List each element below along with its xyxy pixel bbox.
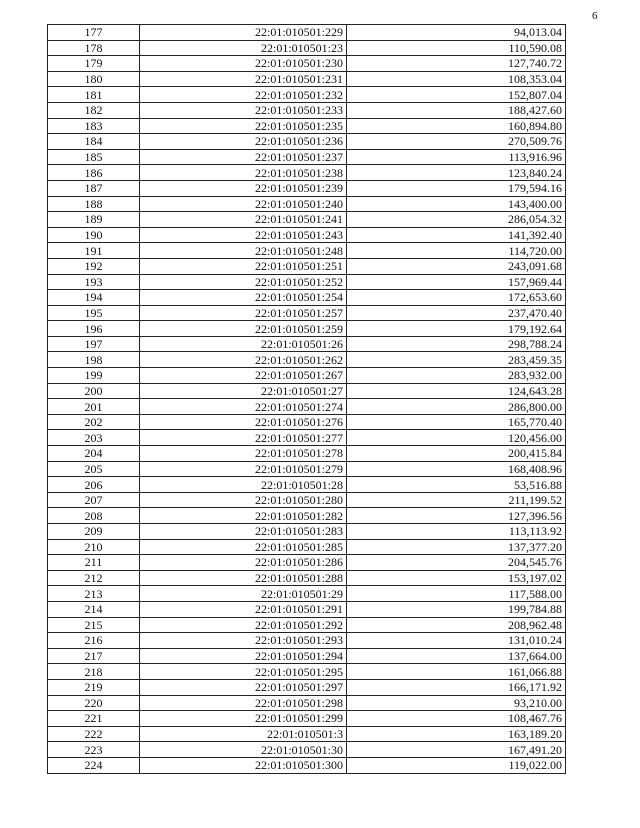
cadastral-number-cell: 22:01:010501:285 bbox=[140, 539, 347, 555]
cadastral-number-cell: 22:01:010501:235 bbox=[140, 118, 347, 134]
value-cell: 131,010.24 bbox=[347, 633, 566, 649]
row-number-cell: 208 bbox=[48, 508, 140, 524]
cadastral-number-cell: 22:01:010501:243 bbox=[140, 227, 347, 243]
value-cell: 243,091.68 bbox=[347, 258, 566, 274]
value-cell: 113,916.96 bbox=[347, 149, 566, 165]
table-row bbox=[48, 601, 566, 617]
table-row bbox=[48, 414, 566, 430]
value-cell: 114,720.00 bbox=[347, 243, 566, 259]
table-row bbox=[48, 742, 566, 758]
row-number-cell: 192 bbox=[48, 258, 140, 274]
cadastral-number-cell: 22:01:010501:254 bbox=[140, 290, 347, 306]
table-row bbox=[48, 477, 566, 493]
row-number-cell: 193 bbox=[48, 274, 140, 290]
table-row bbox=[48, 180, 566, 196]
row-number-cell: 178 bbox=[48, 40, 140, 56]
value-cell: 163,189.20 bbox=[347, 726, 566, 742]
cadastral-number-cell: 22:01:010501:232 bbox=[140, 87, 347, 103]
value-cell: 160,894.80 bbox=[347, 118, 566, 134]
table-row bbox=[48, 695, 566, 711]
cadastral-number-cell: 22:01:010501:240 bbox=[140, 196, 347, 212]
row-number-cell: 209 bbox=[48, 524, 140, 540]
table-row bbox=[48, 399, 566, 415]
table-row bbox=[48, 274, 566, 290]
cadastral-number-cell: 22:01:010501:267 bbox=[140, 368, 347, 384]
cadastral-number-cell: 22:01:010501:280 bbox=[140, 492, 347, 508]
value-cell: 127,740.72 bbox=[347, 56, 566, 72]
cadastral-number-cell: 22:01:010501:279 bbox=[140, 461, 347, 477]
table-row bbox=[48, 648, 566, 664]
value-cell: 172,653.60 bbox=[347, 290, 566, 306]
cadastral-number-cell: 22:01:010501:288 bbox=[140, 570, 347, 586]
value-cell: 286,054.32 bbox=[347, 212, 566, 228]
cadastral-number-cell: 22:01:010501:262 bbox=[140, 352, 347, 368]
cadastral-number-cell: 22:01:010501:276 bbox=[140, 414, 347, 430]
cadastral-number-cell: 22:01:010501:229 bbox=[140, 25, 347, 41]
cadastral-number-cell: 22:01:010501:294 bbox=[140, 648, 347, 664]
cadastral-number-cell: 22:01:010501:233 bbox=[140, 102, 347, 118]
value-cell: 143,400.00 bbox=[347, 196, 566, 212]
row-number-cell: 214 bbox=[48, 601, 140, 617]
cadastral-number-cell: 22:01:010501:248 bbox=[140, 243, 347, 259]
table-row bbox=[48, 290, 566, 306]
table-row bbox=[48, 508, 566, 524]
value-cell: 161,066.88 bbox=[347, 664, 566, 680]
value-cell: 298,788.24 bbox=[347, 336, 566, 352]
value-cell: 108,467.76 bbox=[347, 711, 566, 727]
value-cell: 188,427.60 bbox=[347, 102, 566, 118]
table-row bbox=[48, 25, 566, 41]
table-row bbox=[48, 492, 566, 508]
row-number-cell: 186 bbox=[48, 165, 140, 181]
row-number-cell: 201 bbox=[48, 399, 140, 415]
cadastral-number-cell: 22:01:010501:30 bbox=[140, 742, 347, 758]
table-row bbox=[48, 524, 566, 540]
table-row bbox=[48, 383, 566, 399]
row-number-cell: 194 bbox=[48, 290, 140, 306]
table-row bbox=[48, 102, 566, 118]
cadastral-number-cell: 22:01:010501:23 bbox=[140, 40, 347, 56]
cadastral-number-cell: 22:01:010501:28 bbox=[140, 477, 347, 493]
value-cell: 113,113.92 bbox=[347, 524, 566, 540]
table-row bbox=[48, 258, 566, 274]
table-row bbox=[48, 726, 566, 742]
table-row bbox=[48, 336, 566, 352]
value-cell: 108,353.04 bbox=[347, 71, 566, 87]
row-number-cell: 222 bbox=[48, 726, 140, 742]
table-row bbox=[48, 212, 566, 228]
row-number-cell: 219 bbox=[48, 679, 140, 695]
value-cell: 179,192.64 bbox=[347, 321, 566, 337]
cadastral-number-cell: 22:01:010501:27 bbox=[140, 383, 347, 399]
table-row bbox=[48, 243, 566, 259]
table-row bbox=[48, 87, 566, 103]
cadastral-number-cell: 22:01:010501:291 bbox=[140, 601, 347, 617]
value-cell: 119,022.00 bbox=[347, 757, 566, 773]
cadastral-number-cell: 22:01:010501:274 bbox=[140, 399, 347, 415]
row-number-cell: 185 bbox=[48, 149, 140, 165]
table-row bbox=[48, 555, 566, 571]
row-number-cell: 189 bbox=[48, 212, 140, 228]
cadastral-number-cell: 22:01:010501:257 bbox=[140, 305, 347, 321]
value-cell: 208,962.48 bbox=[347, 617, 566, 633]
cadastral-number-cell: 22:01:010501:231 bbox=[140, 71, 347, 87]
table-row bbox=[48, 196, 566, 212]
row-number-cell: 211 bbox=[48, 555, 140, 571]
value-cell: 137,377.20 bbox=[347, 539, 566, 555]
value-cell: 124,643.28 bbox=[347, 383, 566, 399]
row-number-cell: 196 bbox=[48, 321, 140, 337]
value-cell: 204,545.76 bbox=[347, 555, 566, 571]
row-number-cell: 180 bbox=[48, 71, 140, 87]
cadastral-number-cell: 22:01:010501:278 bbox=[140, 446, 347, 462]
page-number: 6 bbox=[592, 10, 598, 22]
row-number-cell: 223 bbox=[48, 742, 140, 758]
row-number-cell: 210 bbox=[48, 539, 140, 555]
table-row bbox=[48, 227, 566, 243]
value-cell: 179,594.16 bbox=[347, 180, 566, 196]
cadastral-number-cell: 22:01:010501:297 bbox=[140, 679, 347, 695]
cadastral-number-cell: 22:01:010501:236 bbox=[140, 134, 347, 150]
row-number-cell: 177 bbox=[48, 25, 140, 41]
row-number-cell: 213 bbox=[48, 586, 140, 602]
table-row bbox=[48, 149, 566, 165]
cadastral-number-cell: 22:01:010501:238 bbox=[140, 165, 347, 181]
row-number-cell: 203 bbox=[48, 430, 140, 446]
cadastral-value-table bbox=[47, 24, 566, 774]
value-cell: 137,664.00 bbox=[347, 648, 566, 664]
cadastral-number-cell: 22:01:010501:277 bbox=[140, 430, 347, 446]
value-cell: 283,932.00 bbox=[347, 368, 566, 384]
row-number-cell: 199 bbox=[48, 368, 140, 384]
cadastral-number-cell: 22:01:010501:237 bbox=[140, 149, 347, 165]
cadastral-number-cell: 22:01:010501:239 bbox=[140, 180, 347, 196]
cadastral-number-cell: 22:01:010501:286 bbox=[140, 555, 347, 571]
cadastral-number-cell: 22:01:010501:298 bbox=[140, 695, 347, 711]
row-number-cell: 195 bbox=[48, 305, 140, 321]
cadastral-number-cell: 22:01:010501:299 bbox=[140, 711, 347, 727]
row-number-cell: 191 bbox=[48, 243, 140, 259]
cadastral-number-cell: 22:01:010501:29 bbox=[140, 586, 347, 602]
row-number-cell: 217 bbox=[48, 648, 140, 664]
row-number-cell: 205 bbox=[48, 461, 140, 477]
value-cell: 166,171.92 bbox=[347, 679, 566, 695]
table-row bbox=[48, 430, 566, 446]
table-row bbox=[48, 71, 566, 87]
value-cell: 211,199.52 bbox=[347, 492, 566, 508]
row-number-cell: 207 bbox=[48, 492, 140, 508]
row-number-cell: 224 bbox=[48, 757, 140, 773]
cadastral-number-cell: 22:01:010501:300 bbox=[140, 757, 347, 773]
cadastral-number-cell: 22:01:010501:251 bbox=[140, 258, 347, 274]
value-cell: 123,840.24 bbox=[347, 165, 566, 181]
row-number-cell: 187 bbox=[48, 180, 140, 196]
value-cell: 283,459.35 bbox=[347, 352, 566, 368]
row-number-cell: 179 bbox=[48, 56, 140, 72]
cadastral-number-cell: 22:01:010501:3 bbox=[140, 726, 347, 742]
row-number-cell: 221 bbox=[48, 711, 140, 727]
cadastral-number-cell: 22:01:010501:26 bbox=[140, 336, 347, 352]
table-row bbox=[48, 633, 566, 649]
value-cell: 165,770.40 bbox=[347, 414, 566, 430]
row-number-cell: 216 bbox=[48, 633, 140, 649]
cadastral-number-cell: 22:01:010501:241 bbox=[140, 212, 347, 228]
cadastral-number-cell: 22:01:010501:230 bbox=[140, 56, 347, 72]
row-number-cell: 200 bbox=[48, 383, 140, 399]
cadastral-number-cell: 22:01:010501:283 bbox=[140, 524, 347, 540]
value-cell: 141,392.40 bbox=[347, 227, 566, 243]
cadastral-number-cell: 22:01:010501:259 bbox=[140, 321, 347, 337]
row-number-cell: 198 bbox=[48, 352, 140, 368]
row-number-cell: 188 bbox=[48, 196, 140, 212]
value-cell: 117,588.00 bbox=[347, 586, 566, 602]
row-number-cell: 182 bbox=[48, 102, 140, 118]
table-body bbox=[48, 25, 566, 774]
row-number-cell: 181 bbox=[48, 87, 140, 103]
table-row bbox=[48, 461, 566, 477]
row-number-cell: 183 bbox=[48, 118, 140, 134]
table-row bbox=[48, 711, 566, 727]
value-cell: 153,197.02 bbox=[347, 570, 566, 586]
table-row bbox=[48, 40, 566, 56]
value-cell: 152,807.04 bbox=[347, 87, 566, 103]
cadastral-number-cell: 22:01:010501:295 bbox=[140, 664, 347, 680]
value-cell: 127,396.56 bbox=[347, 508, 566, 524]
table-row bbox=[48, 368, 566, 384]
value-cell: 110,590.08 bbox=[347, 40, 566, 56]
row-number-cell: 206 bbox=[48, 477, 140, 493]
table-row bbox=[48, 134, 566, 150]
table-row bbox=[48, 118, 566, 134]
value-cell: 157,969.44 bbox=[347, 274, 566, 290]
value-cell: 120,456.00 bbox=[347, 430, 566, 446]
cadastral-number-cell: 22:01:010501:252 bbox=[140, 274, 347, 290]
cadastral-number-cell: 22:01:010501:282 bbox=[140, 508, 347, 524]
table-row bbox=[48, 679, 566, 695]
table-row bbox=[48, 539, 566, 555]
row-number-cell: 220 bbox=[48, 695, 140, 711]
value-cell: 270,509.76 bbox=[347, 134, 566, 150]
value-cell: 93,210.00 bbox=[347, 695, 566, 711]
row-number-cell: 204 bbox=[48, 446, 140, 462]
value-cell: 53,516.88 bbox=[347, 477, 566, 493]
row-number-cell: 190 bbox=[48, 227, 140, 243]
cadastral-number-cell: 22:01:010501:292 bbox=[140, 617, 347, 633]
row-number-cell: 215 bbox=[48, 617, 140, 633]
row-number-cell: 184 bbox=[48, 134, 140, 150]
table-row bbox=[48, 570, 566, 586]
table-row bbox=[48, 352, 566, 368]
table-row bbox=[48, 305, 566, 321]
row-number-cell: 212 bbox=[48, 570, 140, 586]
table-row bbox=[48, 586, 566, 602]
row-number-cell: 218 bbox=[48, 664, 140, 680]
table-row bbox=[48, 446, 566, 462]
value-cell: 286,800.00 bbox=[347, 399, 566, 415]
value-cell: 199,784.88 bbox=[347, 601, 566, 617]
row-number-cell: 202 bbox=[48, 414, 140, 430]
table-row bbox=[48, 321, 566, 337]
table-row bbox=[48, 165, 566, 181]
value-cell: 168,408.96 bbox=[347, 461, 566, 477]
table-row bbox=[48, 664, 566, 680]
table-row bbox=[48, 56, 566, 72]
table-row bbox=[48, 617, 566, 633]
cadastral-number-cell: 22:01:010501:293 bbox=[140, 633, 347, 649]
value-cell: 200,415.84 bbox=[347, 446, 566, 462]
value-cell: 237,470.40 bbox=[347, 305, 566, 321]
row-number-cell: 197 bbox=[48, 336, 140, 352]
value-cell: 94,013.04 bbox=[347, 25, 566, 41]
value-cell: 167,491.20 bbox=[347, 742, 566, 758]
table-row bbox=[48, 757, 566, 773]
